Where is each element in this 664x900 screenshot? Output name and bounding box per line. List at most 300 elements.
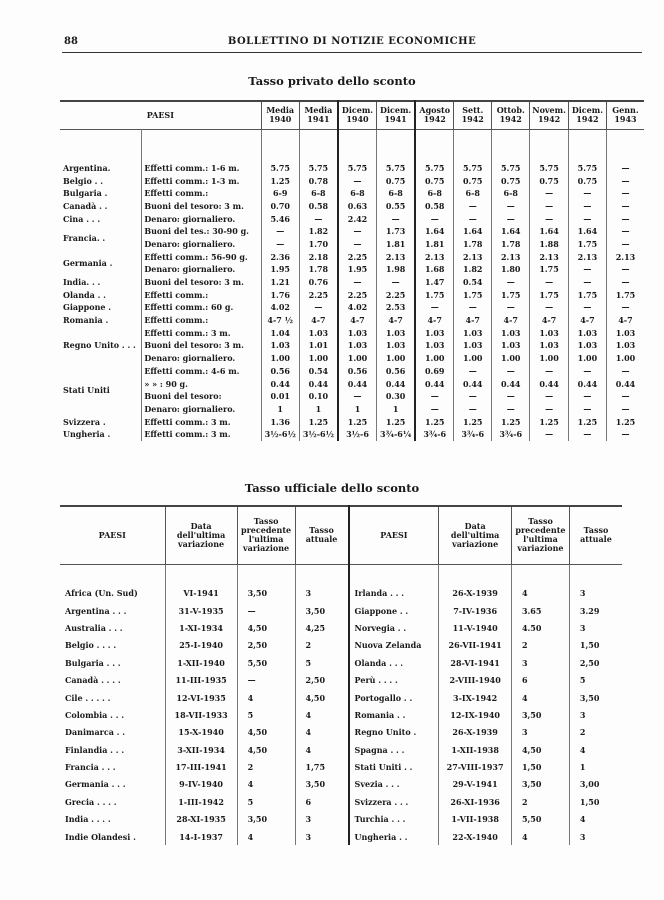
rate-cell: 2.13 <box>377 250 416 263</box>
rate-cell: — <box>492 403 530 416</box>
rate-cell: 1.36 <box>261 415 299 428</box>
rate-cell: 2.13 <box>606 250 644 263</box>
rate-cell: — <box>530 187 569 200</box>
instrument-cell: Effetti comm.: 4-6 m. <box>142 365 261 378</box>
rate-cell: — <box>568 276 606 289</box>
date-cell: 2-VIII-1940 <box>439 671 512 688</box>
rate-cell: 1.64 <box>415 225 454 238</box>
table-row <box>60 314 644 327</box>
rate-cell: 4-7 <box>377 314 416 327</box>
col-header-date: Data dell'ultima variazione <box>439 506 512 564</box>
date-cell: 22-X-1940 <box>439 828 512 845</box>
previous-rate-cell: 4 <box>511 828 569 845</box>
rate-cell: — <box>492 212 530 225</box>
rate-cell: 1.73 <box>377 225 416 238</box>
previous-rate-cell: — <box>237 671 295 688</box>
date-cell: 3-IX-1942 <box>439 689 512 706</box>
instrument-cell: Buoni del tes.: 30-90 g. <box>142 225 261 238</box>
instrument-cell: Buoni del tesoro: 3 m. <box>142 339 261 352</box>
col-header-period: Novem. 1942 <box>530 101 569 129</box>
date-cell: 26-X-1939 <box>439 724 512 741</box>
country-cell: Francia . . . <box>65 762 116 773</box>
rate-cell: — <box>568 428 606 441</box>
rate-cell: 1.75 <box>415 288 454 301</box>
rate-cell: 2.25 <box>338 288 377 301</box>
col-header-period: Genn. 1943 <box>606 101 644 129</box>
previous-rate-cell: 5,50 <box>237 654 295 671</box>
rate-cell: 5.75 <box>261 162 299 175</box>
rate-cell: 1.80 <box>492 263 530 276</box>
rate-cell: 1.25 <box>492 415 530 428</box>
date-cell: 7-IV-1936 <box>439 602 512 619</box>
current-rate-cell: 3 <box>569 828 622 845</box>
rate-cell: 2.18 <box>299 250 338 263</box>
rate-cell: 2.25 <box>338 250 377 263</box>
country-cell: Romania . . <box>349 706 439 723</box>
rate-cell: 3½-6½ <box>299 428 338 441</box>
previous-rate-cell: — <box>237 602 295 619</box>
country-cell: Svizzera . . . <box>349 793 439 810</box>
table-row <box>60 225 644 238</box>
country-cell: Svizzera . <box>63 416 106 427</box>
col-header-previous-rate: Tasso precedente l'ultima variazione <box>511 506 569 564</box>
country-cell: Olanda . . <box>63 289 106 300</box>
current-rate-cell: 4 <box>295 724 349 741</box>
current-rate-cell: 1 <box>569 758 622 775</box>
col-header-current-rate: Tasso attuale <box>569 506 622 564</box>
instrument-cell: Denaro: giornaliero. <box>142 212 261 225</box>
country-cell: Turchia . . . <box>349 811 439 828</box>
country-cell: Colombia . . . <box>65 709 125 720</box>
current-rate-cell: 3 <box>569 706 622 723</box>
table-row <box>60 428 644 441</box>
official-rate-title: Tasso ufficiale dello sconto <box>244 481 420 495</box>
rate-cell: 1.25 <box>299 415 338 428</box>
rate-cell: 1.75 <box>492 288 530 301</box>
rate-cell: 5.75 <box>530 162 569 175</box>
instrument-cell: Effetti comm.: <box>142 314 261 327</box>
rate-cell: 1.21 <box>261 276 299 289</box>
rate-cell: — <box>377 212 416 225</box>
current-rate-cell: 4 <box>295 706 349 723</box>
rate-cell: 1.88 <box>530 238 569 251</box>
rate-cell: 0.44 <box>415 377 454 390</box>
previous-rate-cell: 4 <box>237 828 295 845</box>
date-cell: 28-XI-1935 <box>165 811 237 828</box>
table-row <box>60 602 622 619</box>
rate-cell: 4-7 <box>492 314 530 327</box>
rate-cell: — <box>415 403 454 416</box>
country-cell: Olanda . . . <box>349 654 439 671</box>
date-cell: 29-V-1941 <box>439 776 512 793</box>
rate-cell: — <box>338 225 377 238</box>
rate-cell: — <box>530 200 569 213</box>
col-header-previous-rate: Tasso precedente l'ultima variazione <box>237 506 295 564</box>
table-row <box>60 671 622 688</box>
date-cell: 1-XII-1938 <box>439 741 512 758</box>
instrument-cell: Effetti comm.: <box>142 187 261 200</box>
rate-cell: 5.46 <box>261 212 299 225</box>
rate-cell: — <box>492 276 530 289</box>
rate-cell: 1.25 <box>530 415 569 428</box>
instrument-cell: » » : 90 g. <box>142 377 261 390</box>
rate-cell: 6-8 <box>415 187 454 200</box>
date-cell: 17-III-1941 <box>165 758 237 775</box>
rate-cell: 0.55 <box>377 200 416 213</box>
rate-cell: 1.00 <box>338 352 377 365</box>
rate-cell: 1.25 <box>377 415 416 428</box>
date-cell: 3-XII-1934 <box>165 741 237 758</box>
rate-cell: 0.56 <box>377 365 416 378</box>
previous-rate-cell: 5 <box>237 793 295 810</box>
country-cell: Bulgaria . <box>63 188 108 199</box>
rate-cell: 1.03 <box>492 339 530 352</box>
rate-cell: 1.00 <box>492 352 530 365</box>
rate-cell: 4-7 <box>454 314 492 327</box>
table-row <box>60 326 644 339</box>
current-rate-cell: 3,50 <box>295 776 349 793</box>
rate-cell: 1 <box>338 403 377 416</box>
country-cell: Spagna . . . <box>349 741 439 758</box>
rate-cell: 3¾-6¼ <box>377 428 416 441</box>
col-header-period: Ottob. 1942 <box>492 101 530 129</box>
current-rate-cell: 4 <box>569 741 622 758</box>
date-cell: 18-VII-1933 <box>165 706 237 723</box>
date-cell: 1-XI-1934 <box>165 619 237 636</box>
rate-cell: — <box>530 390 569 403</box>
rate-cell: 0.56 <box>338 365 377 378</box>
rate-cell: 2.25 <box>377 288 416 301</box>
instrument-cell: Effetti comm.: 1-3 m. <box>142 174 261 187</box>
date-cell: 31-V-1935 <box>165 602 237 619</box>
current-rate-cell: 2 <box>569 724 622 741</box>
rate-cell: 1.78 <box>299 263 338 276</box>
rate-cell: 1.75 <box>568 238 606 251</box>
rate-cell: 0.54 <box>454 276 492 289</box>
previous-rate-cell: 4,50 <box>511 741 569 758</box>
instrument-cell: Denaro: giornaliero. <box>142 403 261 416</box>
rate-cell: — <box>606 162 644 175</box>
current-rate-cell: 3,50 <box>569 689 622 706</box>
rate-cell: 1.00 <box>530 352 569 365</box>
rate-cell: 1.00 <box>415 352 454 365</box>
table-row <box>60 301 644 314</box>
table-row <box>60 212 644 225</box>
rate-cell: 1.75 <box>568 288 606 301</box>
table-row <box>60 741 622 758</box>
rate-cell: — <box>606 390 644 403</box>
col-header-country: PAESI <box>98 529 126 540</box>
col-header-period: Dicem. 1940 <box>338 101 377 129</box>
table-row <box>60 811 622 828</box>
rate-cell: 1 <box>299 403 338 416</box>
current-rate-cell: 3,50 <box>295 602 349 619</box>
rate-cell: 6-8 <box>454 187 492 200</box>
country-cell: Indie Olandesi . <box>65 831 136 842</box>
rate-cell: 5.75 <box>338 162 377 175</box>
rate-cell: — <box>530 212 569 225</box>
instrument-cell: Denaro: giornaliero. <box>142 263 261 276</box>
rate-cell: 1.03 <box>338 326 377 339</box>
rate-cell: 1.25 <box>454 415 492 428</box>
rate-cell: 6-8 <box>492 187 530 200</box>
col-header-period: Sett. 1942 <box>454 101 492 129</box>
country-cell: Svezia . . . <box>349 776 439 793</box>
col-header-country: PAESI <box>146 109 174 120</box>
rate-cell: 4.02 <box>261 301 299 314</box>
instrument-cell: Buoni del tesoro: <box>142 390 261 403</box>
date-cell: 9-IV-1940 <box>165 776 237 793</box>
country-cell: Cile . . . . . <box>65 692 111 703</box>
rate-cell: — <box>454 212 492 225</box>
current-rate-cell: 1,75 <box>295 758 349 775</box>
rate-cell: 4-7 <box>415 314 454 327</box>
rate-cell: — <box>492 200 530 213</box>
previous-rate-cell: 1,50 <box>511 758 569 775</box>
rate-cell: 1.75 <box>454 288 492 301</box>
rate-cell: 1.03 <box>377 326 416 339</box>
official-rate-table <box>60 505 622 845</box>
rate-cell: — <box>606 174 644 187</box>
rate-cell: — <box>415 301 454 314</box>
rate-cell: 4-7 <box>568 314 606 327</box>
country-cell: Regno Unito . . . <box>63 340 136 351</box>
table-row <box>60 619 622 636</box>
rate-cell: 2.13 <box>568 250 606 263</box>
rate-cell: 1.00 <box>568 352 606 365</box>
rate-cell: — <box>568 403 606 416</box>
rate-cell: 5.75 <box>568 162 606 175</box>
country-cell: Stati Uniti <box>63 384 110 395</box>
country-cell: Romania . <box>63 315 109 326</box>
private-rate-table <box>60 100 644 441</box>
rate-cell: 0.76 <box>299 276 338 289</box>
current-rate-cell: 4,50 <box>295 689 349 706</box>
current-rate-cell: 1,50 <box>569 793 622 810</box>
previous-rate-cell: 3,50 <box>511 706 569 723</box>
rate-cell: — <box>299 212 338 225</box>
rate-cell: 0.44 <box>377 377 416 390</box>
table-row <box>60 352 644 365</box>
rate-cell: 1.95 <box>338 263 377 276</box>
rate-cell: — <box>454 200 492 213</box>
rate-cell: 1.03 <box>415 339 454 352</box>
rate-cell: 1.03 <box>338 339 377 352</box>
previous-rate-cell: 4 <box>237 689 295 706</box>
col-header-period: Agosto 1942 <box>415 101 454 129</box>
rate-cell: — <box>568 187 606 200</box>
current-rate-cell: 2 <box>295 637 349 654</box>
country-cell: Bulgaria . . . <box>65 657 121 668</box>
date-cell: 12-IX-1940 <box>439 706 512 723</box>
rate-cell: 0.58 <box>299 200 338 213</box>
date-cell: 26-VII-1941 <box>439 637 512 654</box>
rate-cell: 4-7 ½ <box>261 314 299 327</box>
table-row <box>60 415 644 428</box>
rate-cell: 0.70 <box>261 200 299 213</box>
rate-cell: 0.44 <box>338 377 377 390</box>
current-rate-cell: 3.29 <box>569 602 622 619</box>
country-cell: Ungheria . . <box>349 828 439 845</box>
rate-cell: — <box>606 428 644 441</box>
rate-cell: — <box>492 390 530 403</box>
rate-cell: 0.44 <box>492 377 530 390</box>
country-cell: Giappone . <box>63 302 112 313</box>
rate-cell: — <box>568 200 606 213</box>
instrument-cell: Buoni del tesoro: 3 m. <box>142 276 261 289</box>
rate-cell: — <box>568 212 606 225</box>
table-row <box>60 390 644 403</box>
instrument-cell: Effetti comm.: 3 m. <box>142 326 261 339</box>
rate-cell: 1.25 <box>415 415 454 428</box>
rate-cell: 1.82 <box>454 263 492 276</box>
date-cell: 1-III-1942 <box>165 793 237 810</box>
date-cell: 15-X-1940 <box>165 724 237 741</box>
rate-cell: 6-8 <box>377 187 416 200</box>
rate-cell: 2.13 <box>530 250 569 263</box>
country-cell: Africa (Un. Sud) <box>65 588 138 599</box>
rate-cell: 1.98 <box>377 263 416 276</box>
table-row <box>60 162 644 175</box>
country-cell: Canadà . . <box>63 200 108 211</box>
rate-cell: 0.78 <box>299 174 338 187</box>
rate-cell: — <box>568 390 606 403</box>
rate-cell: 0.10 <box>299 390 338 403</box>
col-header-current-rate: Tasso attuale <box>295 506 349 564</box>
country-cell: Grecia . . . . <box>65 796 117 807</box>
previous-rate-cell: 5,50 <box>511 811 569 828</box>
instrument-cell: Effetti comm.: <box>142 288 261 301</box>
rate-cell: 4-7 <box>338 314 377 327</box>
previous-rate-cell: 3.65 <box>511 602 569 619</box>
rate-cell: 0.58 <box>415 200 454 213</box>
rate-cell: 1.78 <box>492 238 530 251</box>
table-row <box>60 654 622 671</box>
rate-cell: 1.75 <box>530 263 569 276</box>
current-rate-cell: 3 <box>569 585 622 602</box>
rate-cell: — <box>530 365 569 378</box>
rate-cell: — <box>606 212 644 225</box>
rate-cell: 0.63 <box>338 200 377 213</box>
table-row <box>60 758 622 775</box>
rate-cell: 1.75 <box>606 288 644 301</box>
rate-cell: 0.44 <box>606 377 644 390</box>
current-rate-cell: 3 <box>295 585 349 602</box>
table-row <box>60 200 644 213</box>
rate-cell: 1.25 <box>568 415 606 428</box>
date-cell: 28-VI-1941 <box>439 654 512 671</box>
previous-rate-cell: 4 <box>511 689 569 706</box>
date-cell: 11-III-1935 <box>165 671 237 688</box>
country-cell: Argentina . . . <box>65 605 127 616</box>
previous-rate-cell: 3,50 <box>511 776 569 793</box>
instrument-cell: Buoni del tesoro: 3 m. <box>142 200 261 213</box>
rate-cell: 1.00 <box>261 352 299 365</box>
current-rate-cell: 1,50 <box>569 637 622 654</box>
table-row <box>60 637 622 654</box>
rate-cell: 1.25 <box>261 174 299 187</box>
date-cell: 25-I-1940 <box>165 637 237 654</box>
rate-cell: 2.13 <box>492 250 530 263</box>
previous-rate-cell: 4 <box>511 585 569 602</box>
previous-rate-cell: 3 <box>511 724 569 741</box>
rate-cell: — <box>606 403 644 416</box>
rate-cell: — <box>299 301 338 314</box>
rate-cell: — <box>415 212 454 225</box>
rate-cell: 1.64 <box>454 225 492 238</box>
rate-cell: 0.01 <box>261 390 299 403</box>
country-cell: Regno Unito . <box>349 724 439 741</box>
rate-cell: 1.03 <box>377 339 416 352</box>
rate-cell: — <box>530 276 569 289</box>
rate-cell: 6-9 <box>261 187 299 200</box>
previous-rate-cell: 4,50 <box>237 724 295 741</box>
instrument-cell: Denaro: giornaliero. <box>142 238 261 251</box>
current-rate-cell: 4,25 <box>295 619 349 636</box>
table-row <box>60 377 644 390</box>
rate-cell: — <box>338 390 377 403</box>
current-rate-cell: 3 <box>295 828 349 845</box>
rate-cell: 1.64 <box>530 225 569 238</box>
table-row <box>60 724 622 741</box>
rate-cell: — <box>261 238 299 251</box>
col-header-period: Media 1940 <box>261 101 299 129</box>
country-cell: Portogallo . . <box>349 689 439 706</box>
rate-cell: 0.44 <box>454 377 492 390</box>
date-cell: 1-VII-1938 <box>439 811 512 828</box>
rate-cell: — <box>454 403 492 416</box>
rate-cell: 1.00 <box>606 352 644 365</box>
rate-cell: — <box>377 276 416 289</box>
rate-cell: 0.69 <box>415 365 454 378</box>
table-row <box>60 793 622 810</box>
rate-cell: — <box>606 238 644 251</box>
country-cell: Germania . <box>63 258 113 268</box>
country-cell: Belgio . . . . <box>65 640 117 651</box>
rate-cell: — <box>568 301 606 314</box>
rate-cell: — <box>338 174 377 187</box>
country-cell: Perù . . . . <box>349 671 439 688</box>
rate-cell: 1.47 <box>415 276 454 289</box>
rate-cell: — <box>492 301 530 314</box>
rate-cell: 1.78 <box>454 238 492 251</box>
table-row <box>60 339 644 352</box>
table-row <box>60 238 644 251</box>
country-cell: Germania . . . <box>65 779 126 790</box>
rate-cell: — <box>606 276 644 289</box>
rate-cell: 1 <box>261 403 299 416</box>
rate-cell: 1.04 <box>261 326 299 339</box>
rate-cell: 1.03 <box>606 339 644 352</box>
rate-cell: 5.75 <box>492 162 530 175</box>
country-cell: Danimarca . . <box>65 727 126 738</box>
table-row <box>60 263 644 276</box>
table-row <box>60 776 622 793</box>
rate-cell: 2.13 <box>415 250 454 263</box>
table-row <box>60 689 622 706</box>
date-cell: 1-XII-1940 <box>165 654 237 671</box>
rate-cell: 0.75 <box>454 174 492 187</box>
rate-cell: 0.44 <box>568 377 606 390</box>
current-rate-cell: 4 <box>295 741 349 758</box>
rate-cell: 1 <box>377 403 416 416</box>
table-row <box>60 403 644 416</box>
rate-cell: 1.81 <box>415 238 454 251</box>
rate-cell: 1.03 <box>568 339 606 352</box>
table-row <box>60 365 644 378</box>
country-cell: Belgio . . <box>63 175 103 186</box>
rate-cell: 0.75 <box>377 174 416 187</box>
